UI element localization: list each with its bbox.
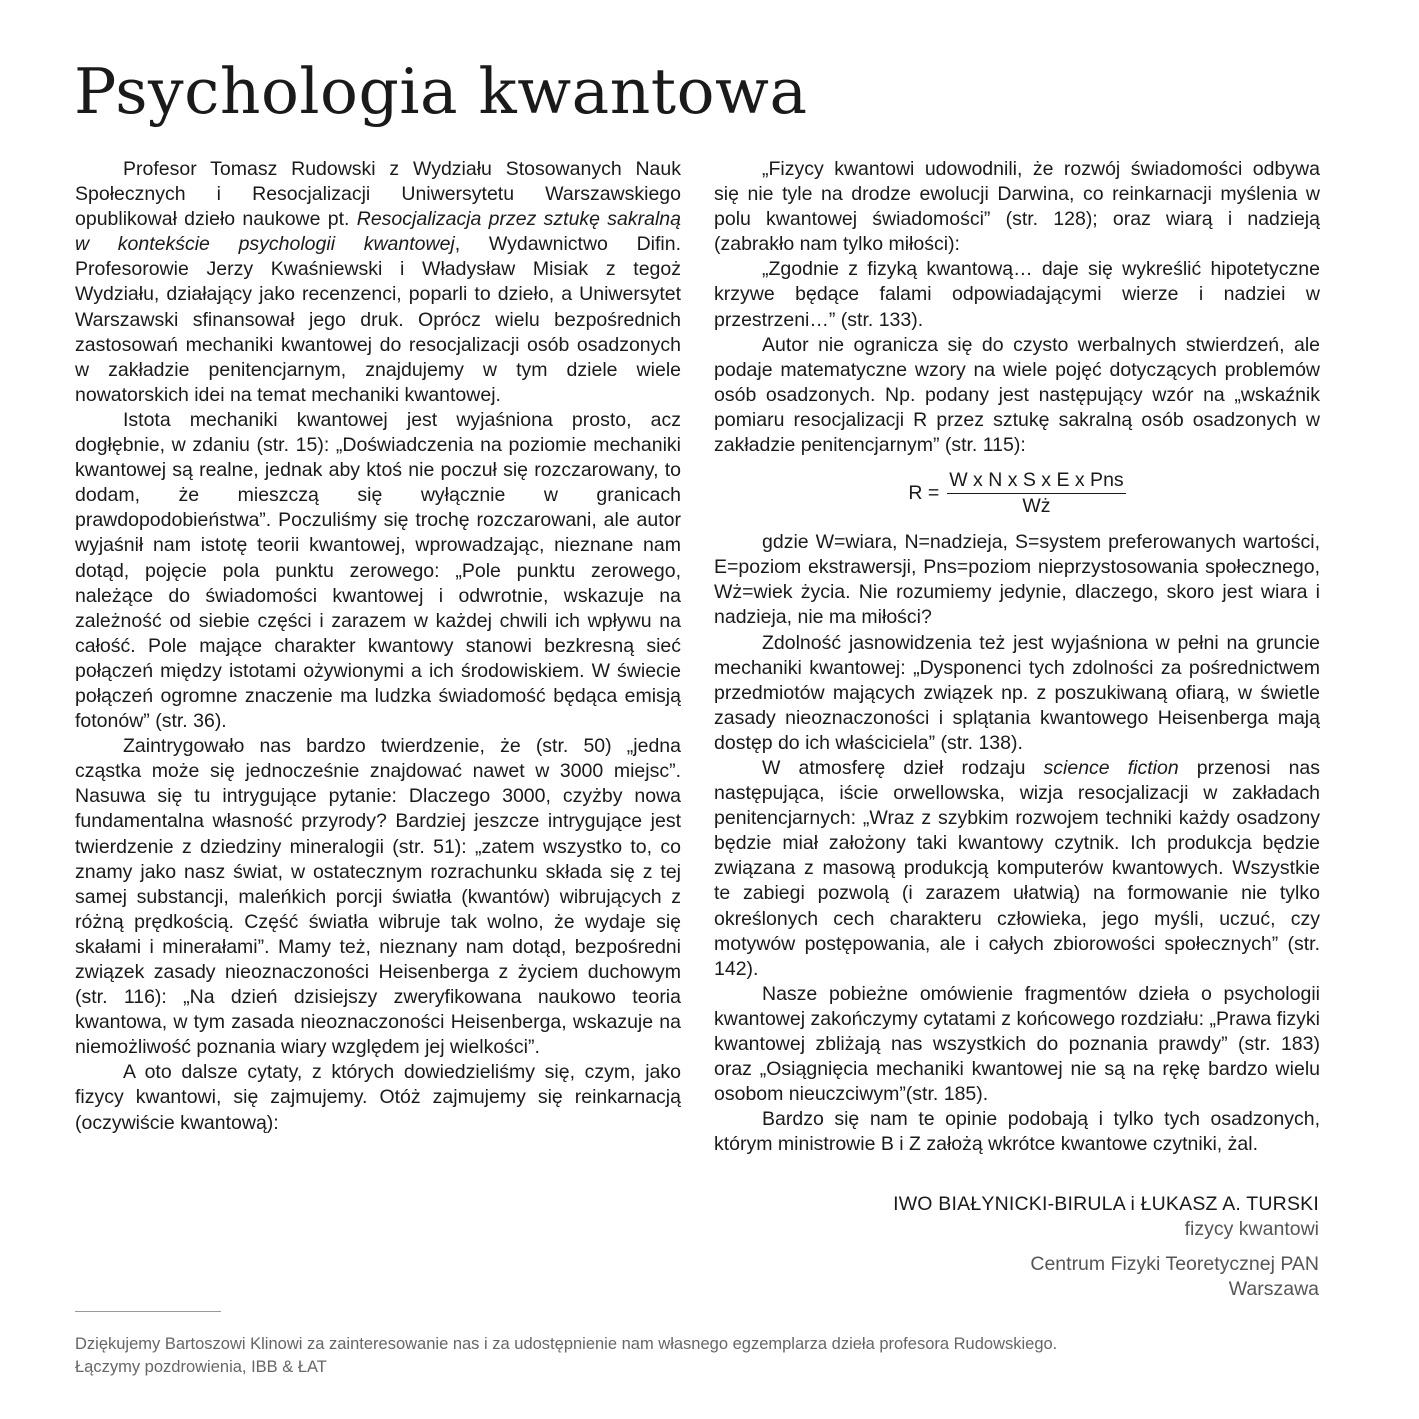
footnote-line: Łączymy pozdrowienia, IBB & ŁAT [75,1358,327,1376]
article-title: Psychologia kwantowa [74,55,808,128]
paragraph: Zaintrygowało nas bardzo twierdzenie, że (str. 50) „jedna cząstka może się jednocześnie znajdować nawet w 3000 miejsc”. Nasuwa się tu intrygujące pytanie: Dlaczego 3000, czyżby nowa fundamentalna własność przyrody? Bardziej jeszcze intrygujące jest twierdzenie z dziedziny mineralogii (str. 51): „zatem wszystko to, co znamy jako nasz świat, w ostatecznym rozrachunku składa się z tej samej substancji, maleńkich porcji światła (kwantów) wibrujących z różną prędkością. Część światła wibruje tak wolno, że wydaje się skałami i minerałami”. Mamy też, nieznany nam dotąd, bezpośredni związek zasady nieoznaczoności Heisenberga z życiem duchowym (str. 116): „Na dzień dzisiejszy zweryfikowana naukowo teoria kwantowa, w tym zasada nieoznaczoności Heisenberga, wskazuje na niemożliwość poznania wiary względem jej wielkości”. [75,735,681,1059]
right-column [714,157,1320,1157]
signature-city: Warszawa [1228,1278,1319,1300]
footnote-divider [75,1311,221,1312]
paragraph-text: przenosi nas następująca, iście orwellowska, wizja resocjalizacji w zakładach penitencjarnych: „Wraz z szybkim rozwojem techniki każdy osadzony będzie miał założony taki kwantowy czytnik. Ich produkcja będzie związana z masową produkcją komputerów kwantowych. Wszystkie te zabiegi pozwolą (i zarazem ułatwią) na formowanie nie tylko określonych cech charakteru człowieka, jego myśli, uczuć, czy motywów postępowania, ale i całych zbiorowości społecznych” (str. 142). [714,756,1321,980]
paragraph: A oto dalsze cytaty, z których dowiedzieliśmy się, czym, jako fizycy kwantowi, się zajmujemy. Otóż zajmujemy się reinkarnacją (oczywiście kwantową): [75,1061,681,1134]
footnote-line: Dziękujemy Bartoszowi Klinowi za zainteresowanie nas i za udostępnienie nam własnego egzemplarza dzieła profesora Rudowskiego. [75,1335,1058,1353]
book-title: Resocjalizacja przez sztukę sakralną w kontekście psychologii kwantowej [75,208,681,256]
paragraph-text: Profesor Tomasz Rudowski z Wydziału Stosowanych Nauk Społecznych i Resocjalizacji Uniwersytetu Warszawskiego opublikował dzieło naukowe pt. [75,158,681,231]
formula-denominator: Wż [1022,494,1051,517]
formula-fraction [947,469,1125,518]
paragraph [75,157,681,408]
paragraph-text: , Wydawnictwo Difin. Profesorowie Jerzy Kwaśniewski i Władysław Misiak z tegoż Wydziału, działający jako recenzenci, poparli to dzieło, a Uniwersytet Warszawski sfinansował jego druk. Oprócz wielu bezpośrednich zastosowań mechaniki kwantowej do resocjalizacji osób osadzonych w zakładzie penitencjarnym, znajdujemy w tym dziele wiele nowatorskich idei na temat mechaniki kwantowej. [75,233,681,406]
signature-block [893,1192,1319,1302]
paragraph: Zdolność jasnowidzenia też jest wyjaśniona w pełni na gruncie mechaniki kwantowej: „Dysponenci tych zdolności za pośrednictwem przedmiotów mających związek np. z poszukiwaną ofiarą, w świetle zasady nieoznaczoności i splątania kwantowego Heisenberga mają dostęp do ich właściciela” (str. 138). [714,631,1320,754]
paragraph: „Zgodnie z fizyką kwantową… daje się wykreślić hipotetyczne krzywe będące falami odpowiadającymi wierze i nadziei w przestrzeni…” (str. 133). [714,258,1320,331]
paragraph: gdzie W=wiara, N=nadzieja, S=system preferowanych wartości, E=poziom ekstrawersji, Pns=poziom nieprzystosowania społecznego, Wż=wiek życia. Nie rozumiemy jedynie, dlaczego, skoro jest wiara i nadzieja, nie ma miłości? [714,531,1320,629]
paragraph: Autor nie ogranicza się do czysto werbalnych stwierdzeń, ale podaje matematyczne wzory na wiele pojęć dotyczących problemów osób osadzonych. Np. podany jest następujący wzór na „wskaźnik pomiaru resocjalizacji R przez sztukę sakralną osób osadzonych w zakładzie penitencjarnym” (str. 115): [714,333,1320,457]
paragraph: Bardzo się nam te opinie podobają i tylko tych osadzonych, którym ministrowie B i Z założą wkrótce kwantowe czytniki, żal. [714,1108,1320,1156]
paragraph-text: W atmosferę dzieł rodzaju [762,756,1044,779]
paragraph: Istota mechaniki kwantowej jest wyjaśniona prosto, acz dogłębnie, w zdaniu (str. 15): „Doświadczenia na poziomie mechaniki kwantowej są realne, jednak aby ktoś nie poczuł się rozczarowany, to dodam, że mieszczą się wyłącznie w granicach prawdopodobieństwa”. Poczuliśmy się trochę rozczarowani, ale autor wyjaśnił nam istotę teorii kwantowej, wprowadzając, nieznane nam dotąd, pojęcie pola punktu zerowego: „Pole punktu zerowego, należące do świadomości kwantowej i odwrotnie, wskazuje na zależność od siebie części i zarazem w każdej chwili ich wpływu na całość. Pole mające charakter kwantowy stanowi bezkresną sieć połączeń między istotami ożywionymi a ich środowiskiem. W świecie połączeń ogromne znaczenie ma ludzka świadomość będąca emisją fotonów” (str. 36). [75,408,681,733]
formula [714,468,1320,518]
left-column [75,157,681,1136]
formula-lhs: R = [908,481,940,504]
footnote [75,1333,1365,1379]
signature-institution: Centrum Fizyki Teoretycznej PAN [1030,1253,1319,1275]
formula-numerator: W x N x S x E x Pns [947,469,1125,494]
signature-authors: IWO BIAŁYNICKI-BIRULA i ŁUKASZ A. TURSKI [893,1193,1319,1215]
paragraph: „Fizycy kwantowi udowodnili, że rozwój świadomości odbywa się nie tyle na drodze ewolucji Darwina, co reinkarnacji myślenia w polu kwantowej świadomości” (str. 128); oraz wiarą i nadzieją (zabrakło nam tylko miłości): [714,158,1320,256]
paragraph [714,756,1320,982]
genre-name: science fiction [1043,756,1179,779]
signature-role: fizycy kwantowi [1184,1218,1319,1240]
paragraph: Nasze pobieżne omówienie fragmentów dzieła o psychologii kwantowej zakończymy cytatami z końcowego rozdziału: „Prawa fizyki kwantowej zbliżają nas wszystkich do poznania prawdy” (str. 183) oraz „Osiągnięcia mechaniki kwantowej nie są na rękę bardzo wielu osobom nieuczciwym”(str. 185). [714,982,1320,1106]
